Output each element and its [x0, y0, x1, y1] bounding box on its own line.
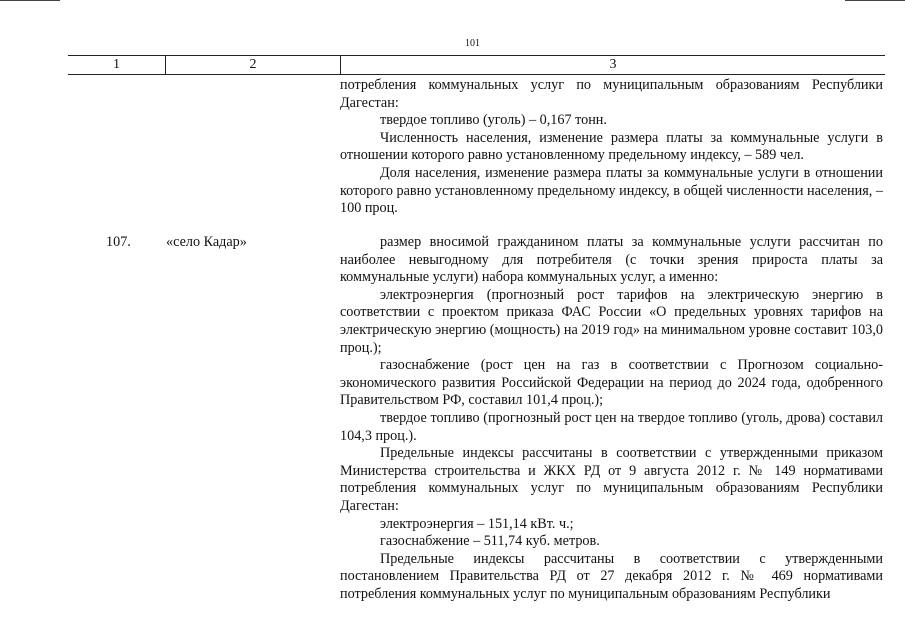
paragraph: Численность населения, изменение размера платы за коммунальные услуги в отношении которого равно установленному предельному индексу, – 589 чел.	[340, 129, 883, 164]
paragraph: газоснабжение – 511,74 куб. метров.	[380, 533, 600, 550]
paragraph: размер вносимой гражданином платы за коммунальные услуги рассчитан по наиболее невыгодному для потребителя (с точки зрения прироста платы за коммунальные услуги) набора коммунальных услуг, а именно:	[340, 234, 883, 286]
paragraph: твердое топливо (уголь) – 0,167 тонн.	[380, 112, 607, 129]
paragraph: Доля населения, изменение размера платы за коммунальные услуги в отношении которого равно установленному предельному индексу, в общей численности населения, – 100 проц.	[340, 164, 883, 217]
paragraph: электроэнергия – 151,14 кВт. ч.;	[380, 515, 574, 532]
header-col-1: 1	[68, 56, 166, 74]
paragraph: газоснабжение (рост цен на газ в соответствии с Прогнозом социально-экономического развития Российской Федерации на период до 2024 года, одобренного Правительством РФ, составил 101,4 проц.);	[340, 357, 883, 409]
paragraph: Предельные индексы рассчитаны в соответствии с утвержденными постановлением Правительства РД от 27 декабря 2012 г. № 469 нормативами потребления коммунальных услуг по муниципальным образованиям Республики	[340, 550, 883, 602]
paragraph: твердое топливо (прогнозный рост цен на твердое топливо (уголь, дрова) составил 104,3 проц.).	[340, 409, 883, 444]
table-header-row	[68, 55, 885, 75]
previous-row-text	[340, 77, 883, 218]
row-107-text	[340, 234, 883, 603]
scan-edge-line-right	[845, 0, 905, 1]
header-col-2: 2	[166, 56, 341, 74]
page-number: 101	[465, 38, 480, 49]
paragraph: Предельные индексы рассчитаны в соответствии с утвержденными приказом Министерства строительства и ЖКХ РД от 9 августа 2012 г. № 149 нормативами потребления коммунальных услуг по муниципальным образованиям Республики Дагестан:	[340, 445, 883, 514]
paragraph: потребления коммунальных услуг по муниципальным образованиям Республики Дагестан:	[340, 77, 883, 111]
row-number: 107.	[106, 234, 131, 250]
scan-edge-line-left	[0, 0, 60, 1]
settlement-name: «село Кадар»	[166, 234, 247, 250]
header-col-3: 3	[609, 57, 617, 72]
paragraph: электроэнергия (прогнозный рост тарифов на электрическую энергию в соответствии с проектом приказа ФАС России «О предельных уровнях тарифов на электрическую энергию (мощность) на 2019 год» на минимальном уровне составит 103,0 проц.);	[340, 286, 883, 356]
